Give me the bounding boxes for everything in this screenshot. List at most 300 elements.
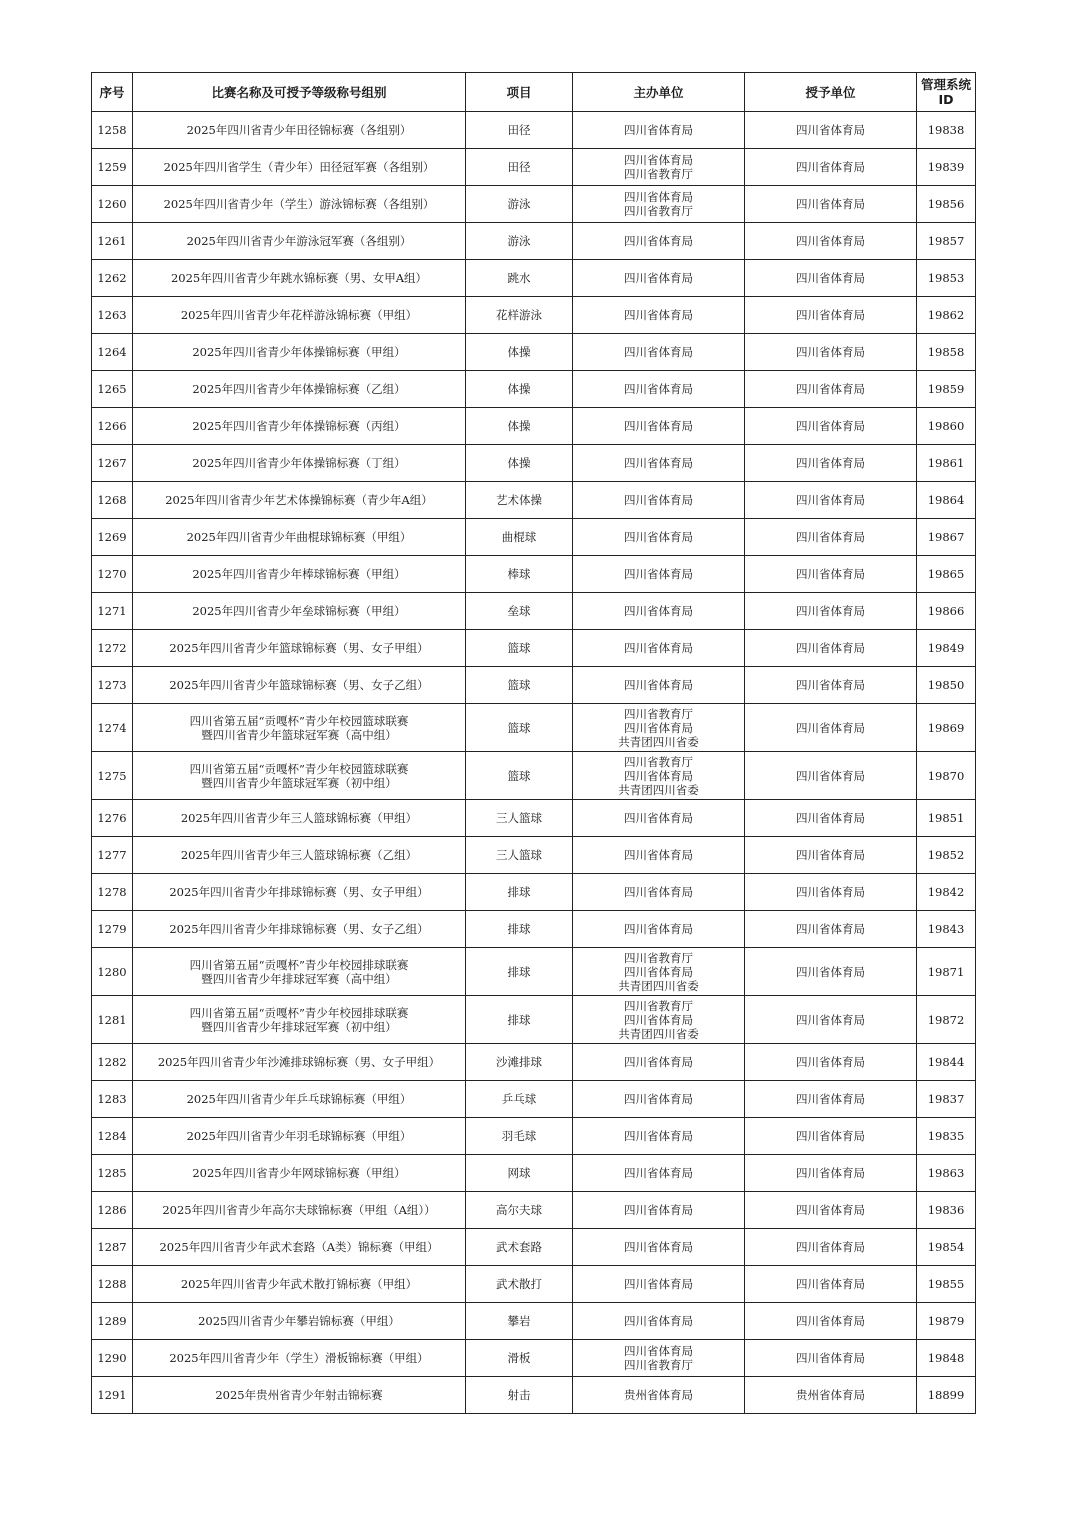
cell-system-id: 19862 <box>917 297 976 334</box>
cell-competition-name-line: 2025年四川省青少年篮球锦标赛（男、女子甲组） <box>169 641 429 655</box>
cell-competition-name <box>133 223 466 260</box>
cell-competition-name-line: 2025年四川省青少年艺术体操锦标赛（青少年A组） <box>165 493 433 507</box>
cell-host-unit <box>573 371 745 408</box>
cell-system-id: 19879 <box>917 1303 976 1340</box>
cell-event: 棒球 <box>466 556 573 593</box>
cell-competition-name <box>133 752 466 800</box>
cell-granting-unit: 四川省体育局 <box>745 408 917 445</box>
header-competition-name: 比赛名称及可授予等级称号组别 <box>133 73 466 112</box>
cell-event: 三人篮球 <box>466 837 573 874</box>
cell-granting-unit: 四川省体育局 <box>745 1155 917 1192</box>
cell-system-id: 19842 <box>917 874 976 911</box>
cell-serial: 1281 <box>92 996 133 1044</box>
table-row <box>92 874 976 911</box>
cell-host-unit <box>573 837 745 874</box>
cell-system-id: 19835 <box>917 1118 976 1155</box>
table-row <box>92 800 976 837</box>
cell-system-id: 19860 <box>917 408 976 445</box>
table-row <box>92 1118 976 1155</box>
cell-event: 体操 <box>466 334 573 371</box>
cell-serial: 1267 <box>92 445 133 482</box>
cell-serial: 1272 <box>92 630 133 667</box>
table-row <box>92 1303 976 1340</box>
cell-competition-name <box>133 837 466 874</box>
cell-host-unit-line: 四川省体育局 <box>624 1203 693 1217</box>
cell-competition-name <box>133 1081 466 1118</box>
header-host-unit: 主办单位 <box>573 73 745 112</box>
cell-event: 羽毛球 <box>466 1118 573 1155</box>
table-row <box>92 112 976 149</box>
cell-competition-name-line: 2025年四川省青少年跳水锦标赛（男、女甲A组） <box>170 271 428 285</box>
cell-granting-unit: 四川省体育局 <box>745 1081 917 1118</box>
cell-granting-unit: 四川省体育局 <box>745 223 917 260</box>
cell-host-unit-line: 四川省体育局 <box>624 678 693 692</box>
cell-granting-unit: 四川省体育局 <box>745 519 917 556</box>
cell-competition-name-line: 2025年四川省青少年花样游泳锦标赛（甲组） <box>180 308 418 322</box>
cell-competition-name-line: 2025年四川省青少年曲棍球锦标赛（甲组） <box>186 530 412 544</box>
cell-host-unit-line: 四川省体育局 <box>624 848 693 862</box>
cell-host-unit <box>573 1377 745 1414</box>
cell-system-id: 19858 <box>917 334 976 371</box>
cell-host-unit-line: 四川省体育局 <box>624 153 693 167</box>
cell-host-unit <box>573 1229 745 1266</box>
cell-granting-unit: 四川省体育局 <box>745 630 917 667</box>
cell-granting-unit: 四川省体育局 <box>745 186 917 223</box>
cell-granting-unit: 四川省体育局 <box>745 1192 917 1229</box>
table-row <box>92 1155 976 1192</box>
cell-competition-name-line: 2025年四川省青少年沙滩排球锦标赛（男、女子甲组） <box>157 1055 441 1069</box>
table-row <box>92 482 976 519</box>
table-row <box>92 752 976 800</box>
cell-competition-name <box>133 874 466 911</box>
table-row <box>92 1044 976 1081</box>
cell-competition-name-line: 2025年四川省青少年（学生）游泳锦标赛（各组别） <box>163 197 435 211</box>
cell-host-unit-line: 四川省教育厅 <box>624 706 693 721</box>
cell-granting-unit: 四川省体育局 <box>745 112 917 149</box>
cell-host-unit-line: 四川省体育局 <box>624 382 693 396</box>
cell-competition-name <box>133 445 466 482</box>
cell-serial: 1280 <box>92 948 133 996</box>
cell-event: 网球 <box>466 1155 573 1192</box>
cell-system-id: 19852 <box>917 837 976 874</box>
cell-competition-name <box>133 408 466 445</box>
cell-event: 排球 <box>466 948 573 996</box>
cell-serial: 1277 <box>92 837 133 874</box>
cell-competition-name-line: 暨四川省青少年篮球冠军赛（初中组） <box>201 775 397 790</box>
table-row <box>92 667 976 704</box>
cell-host-unit-line: 四川省体育局 <box>624 190 693 204</box>
cell-competition-name <box>133 334 466 371</box>
table-row <box>92 1266 976 1303</box>
cell-granting-unit: 四川省体育局 <box>745 149 917 186</box>
table-row <box>92 445 976 482</box>
cell-event: 沙滩排球 <box>466 1044 573 1081</box>
cell-system-id: 19851 <box>917 800 976 837</box>
table-row <box>92 911 976 948</box>
cell-competition-name <box>133 149 466 186</box>
cell-event: 体操 <box>466 408 573 445</box>
cell-competition-name <box>133 260 466 297</box>
cell-host-unit-line: 四川省体育局 <box>624 1166 693 1180</box>
cell-host-unit <box>573 948 745 996</box>
cell-granting-unit: 四川省体育局 <box>745 1340 917 1377</box>
cell-serial: 1258 <box>92 112 133 149</box>
cell-event: 排球 <box>466 874 573 911</box>
cell-host-unit-line: 四川省体育局 <box>624 308 693 322</box>
header-serial: 序号 <box>92 73 133 112</box>
cell-granting-unit: 四川省体育局 <box>745 593 917 630</box>
cell-serial: 1288 <box>92 1266 133 1303</box>
cell-serial: 1266 <box>92 408 133 445</box>
cell-host-unit <box>573 1118 745 1155</box>
cell-competition-name-line: 2025年四川省青少年篮球锦标赛（男、女子乙组） <box>169 678 429 692</box>
cell-granting-unit: 四川省体育局 <box>745 371 917 408</box>
cell-serial: 1269 <box>92 519 133 556</box>
cell-host-unit-line: 四川省体育局 <box>624 456 693 470</box>
cell-competition-name-line: 2025年四川省青少年体操锦标赛（丁组） <box>192 456 406 470</box>
cell-competition-name <box>133 948 466 996</box>
cell-competition-name <box>133 1044 466 1081</box>
cell-competition-name-line: 2025年四川省青少年网球锦标赛（甲组） <box>192 1166 406 1180</box>
cell-event: 田径 <box>466 112 573 149</box>
cell-granting-unit: 四川省体育局 <box>745 1118 917 1155</box>
cell-serial: 1289 <box>92 1303 133 1340</box>
cell-competition-name <box>133 630 466 667</box>
cell-competition-name-line: 2025年四川省青少年乒乓球锦标赛（甲组） <box>186 1092 412 1106</box>
cell-host-unit-line: 四川省体育局 <box>624 885 693 899</box>
cell-competition-name-line: 2025年四川省青少年高尔夫球锦标赛（甲组（A组）） <box>162 1203 436 1217</box>
cell-competition-name-line: 2025年四川省青少年三人篮球锦标赛（甲组） <box>180 811 418 825</box>
cell-event: 体操 <box>466 371 573 408</box>
table-row <box>92 1081 976 1118</box>
table-row <box>92 1377 976 1414</box>
cell-host-unit-line: 四川省体育局 <box>624 271 693 285</box>
table-row <box>92 408 976 445</box>
cell-host-unit <box>573 1081 745 1118</box>
cell-host-unit <box>573 874 745 911</box>
cell-system-id: 19853 <box>917 260 976 297</box>
cell-host-unit-line: 四川省教育厅 <box>624 204 693 218</box>
cell-host-unit-line: 四川省体育局 <box>624 419 693 433</box>
cell-granting-unit: 四川省体育局 <box>745 260 917 297</box>
competition-table <box>91 72 976 1414</box>
cell-host-unit-line: 四川省体育局 <box>624 604 693 618</box>
cell-system-id: 19838 <box>917 112 976 149</box>
table-body <box>92 112 976 1414</box>
cell-serial: 1259 <box>92 149 133 186</box>
cell-event: 艺术体操 <box>466 482 573 519</box>
cell-host-unit-line: 四川省体育局 <box>624 1344 693 1358</box>
table-row <box>92 704 976 752</box>
cell-event: 高尔夫球 <box>466 1192 573 1229</box>
cell-event: 滑板 <box>466 1340 573 1377</box>
header-event: 项目 <box>466 73 573 112</box>
cell-competition-name <box>133 800 466 837</box>
cell-system-id: 19861 <box>917 445 976 482</box>
cell-host-unit-line: 四川省教育厅 <box>624 754 693 769</box>
cell-event: 排球 <box>466 911 573 948</box>
cell-host-unit-line: 四川省体育局 <box>624 493 693 507</box>
cell-serial: 1290 <box>92 1340 133 1377</box>
cell-host-unit-line: 四川省教育厅 <box>624 998 693 1013</box>
cell-serial: 1278 <box>92 874 133 911</box>
cell-competition-name <box>133 1377 466 1414</box>
cell-host-unit <box>573 800 745 837</box>
cell-serial: 1285 <box>92 1155 133 1192</box>
cell-host-unit-line: 四川省体育局 <box>624 1314 693 1328</box>
cell-competition-name <box>133 1340 466 1377</box>
cell-system-id: 19859 <box>917 371 976 408</box>
cell-serial: 1279 <box>92 911 133 948</box>
table-row <box>92 948 976 996</box>
cell-serial: 1270 <box>92 556 133 593</box>
cell-event: 篮球 <box>466 752 573 800</box>
cell-host-unit-line: 四川省体育局 <box>624 1277 693 1291</box>
cell-competition-name-line: 2025年四川省青少年羽毛球锦标赛（甲组） <box>186 1129 412 1143</box>
table-row <box>92 519 976 556</box>
cell-competition-name <box>133 593 466 630</box>
cell-host-unit-line: 四川省体育局 <box>624 720 693 735</box>
table-row <box>92 371 976 408</box>
cell-competition-name <box>133 704 466 752</box>
cell-granting-unit: 四川省体育局 <box>745 704 917 752</box>
cell-host-unit <box>573 260 745 297</box>
cell-competition-name-line: 2025年四川省青少年棒球锦标赛（甲组） <box>192 567 406 581</box>
cell-event: 排球 <box>466 996 573 1044</box>
cell-system-id: 19863 <box>917 1155 976 1192</box>
cell-host-unit-line: 四川省体育局 <box>624 345 693 359</box>
cell-competition-name-line: 四川省第五届“贡嘎杯”青少年校园篮球联赛 <box>189 713 409 728</box>
cell-granting-unit: 四川省体育局 <box>745 752 917 800</box>
cell-system-id: 19864 <box>917 482 976 519</box>
cell-host-unit <box>573 334 745 371</box>
cell-competition-name-line: 2025年四川省青少年游泳冠军赛（各组别） <box>186 234 412 248</box>
cell-competition-name-line: 2025四川省青少年攀岩锦标赛（甲组） <box>198 1314 400 1328</box>
cell-competition-name <box>133 519 466 556</box>
cell-granting-unit: 四川省体育局 <box>745 445 917 482</box>
cell-event: 武术套路 <box>466 1229 573 1266</box>
cell-competition-name <box>133 186 466 223</box>
cell-host-unit <box>573 752 745 800</box>
cell-event: 武术散打 <box>466 1266 573 1303</box>
cell-competition-name <box>133 556 466 593</box>
cell-granting-unit: 四川省体育局 <box>745 1044 917 1081</box>
cell-competition-name-line: 四川省第五届“贡嘎杯”青少年校园篮球联赛 <box>189 761 409 776</box>
cell-competition-name <box>133 996 466 1044</box>
cell-host-unit-line: 四川省体育局 <box>624 811 693 825</box>
cell-event: 花样游泳 <box>466 297 573 334</box>
cell-competition-name <box>133 112 466 149</box>
table-row <box>92 556 976 593</box>
cell-host-unit-line: 四川省体育局 <box>624 1092 693 1106</box>
cell-system-id: 19850 <box>917 667 976 704</box>
cell-competition-name <box>133 1229 466 1266</box>
cell-competition-name <box>133 297 466 334</box>
cell-event: 曲棍球 <box>466 519 573 556</box>
cell-competition-name-line: 2025年四川省青少年垒球锦标赛（甲组） <box>192 604 406 618</box>
cell-competition-name <box>133 667 466 704</box>
cell-host-unit <box>573 1303 745 1340</box>
cell-host-unit-line: 四川省体育局 <box>624 922 693 936</box>
cell-host-unit <box>573 445 745 482</box>
cell-host-unit <box>573 911 745 948</box>
cell-serial: 1265 <box>92 371 133 408</box>
cell-serial: 1282 <box>92 1044 133 1081</box>
cell-system-id: 19869 <box>917 704 976 752</box>
table-row <box>92 223 976 260</box>
cell-system-id: 19866 <box>917 593 976 630</box>
cell-system-id: 19854 <box>917 1229 976 1266</box>
cell-competition-name-line: 2025年四川省青少年体操锦标赛（乙组） <box>192 382 406 396</box>
cell-competition-name-line: 2025年四川省青少年田径锦标赛（各组别） <box>186 123 412 137</box>
cell-host-unit-line: 共青团四川省委 <box>618 1026 699 1041</box>
cell-competition-name-line: 暨四川省青少年篮球冠军赛（高中组） <box>201 727 397 742</box>
cell-event: 篮球 <box>466 704 573 752</box>
cell-host-unit <box>573 297 745 334</box>
cell-granting-unit: 四川省体育局 <box>745 667 917 704</box>
cell-serial: 1260 <box>92 186 133 223</box>
cell-host-unit-line: 四川省体育局 <box>624 234 693 248</box>
cell-system-id: 19843 <box>917 911 976 948</box>
cell-serial: 1291 <box>92 1377 133 1414</box>
cell-host-unit <box>573 593 745 630</box>
cell-competition-name-line: 四川省第五届“贡嘎杯”青少年校园排球联赛 <box>189 957 409 972</box>
cell-serial: 1284 <box>92 1118 133 1155</box>
cell-serial: 1264 <box>92 334 133 371</box>
cell-host-unit <box>573 704 745 752</box>
cell-competition-name-line: 2025年四川省青少年武术散打锦标赛（甲组） <box>180 1277 418 1291</box>
cell-granting-unit: 四川省体育局 <box>745 911 917 948</box>
table-row <box>92 334 976 371</box>
cell-granting-unit: 四川省体育局 <box>745 948 917 996</box>
cell-competition-name-line: 2025年四川省学生（青少年）田径冠军赛（各组别） <box>163 160 435 174</box>
table-row <box>92 149 976 186</box>
cell-host-unit-line: 四川省教育厅 <box>624 167 693 181</box>
cell-granting-unit: 四川省体育局 <box>745 996 917 1044</box>
cell-competition-name <box>133 1303 466 1340</box>
cell-host-unit <box>573 667 745 704</box>
cell-system-id: 19836 <box>917 1192 976 1229</box>
cell-host-unit-line: 共青团四川省委 <box>618 734 699 749</box>
cell-host-unit <box>573 149 745 186</box>
cell-event: 篮球 <box>466 630 573 667</box>
cell-competition-name <box>133 1266 466 1303</box>
cell-system-id: 19865 <box>917 556 976 593</box>
table-row <box>92 1229 976 1266</box>
cell-system-id: 19872 <box>917 996 976 1044</box>
cell-serial: 1287 <box>92 1229 133 1266</box>
cell-event: 攀岩 <box>466 1303 573 1340</box>
cell-competition-name-line: 2025年四川省青少年体操锦标赛（丙组） <box>192 419 406 433</box>
cell-competition-name-line: 2025年贵州省青少年射击锦标赛 <box>215 1388 383 1402</box>
cell-system-id: 19848 <box>917 1340 976 1377</box>
table-row <box>92 837 976 874</box>
cell-host-unit-line: 四川省体育局 <box>624 123 693 137</box>
cell-event: 射击 <box>466 1377 573 1414</box>
cell-serial: 1263 <box>92 297 133 334</box>
cell-granting-unit: 四川省体育局 <box>745 837 917 874</box>
cell-competition-name-line: 2025年四川省青少年三人篮球锦标赛（乙组） <box>180 848 418 862</box>
cell-granting-unit: 四川省体育局 <box>745 1266 917 1303</box>
cell-serial: 1286 <box>92 1192 133 1229</box>
cell-competition-name-line: 四川省第五届“贡嘎杯”青少年校园排球联赛 <box>189 1005 409 1020</box>
cell-event: 乒乓球 <box>466 1081 573 1118</box>
cell-system-id: 19867 <box>917 519 976 556</box>
cell-host-unit-line: 四川省体育局 <box>624 1055 693 1069</box>
cell-serial: 1274 <box>92 704 133 752</box>
cell-host-unit-line: 四川省体育局 <box>624 964 693 979</box>
cell-granting-unit: 四川省体育局 <box>745 1229 917 1266</box>
cell-event: 篮球 <box>466 667 573 704</box>
cell-system-id: 19839 <box>917 149 976 186</box>
cell-serial: 1268 <box>92 482 133 519</box>
cell-host-unit <box>573 1340 745 1377</box>
cell-granting-unit: 四川省体育局 <box>745 874 917 911</box>
cell-event: 三人篮球 <box>466 800 573 837</box>
cell-host-unit <box>573 556 745 593</box>
cell-event: 游泳 <box>466 186 573 223</box>
table-row <box>92 1340 976 1377</box>
cell-host-unit <box>573 112 745 149</box>
cell-host-unit <box>573 408 745 445</box>
cell-granting-unit: 四川省体育局 <box>745 556 917 593</box>
cell-event: 游泳 <box>466 223 573 260</box>
cell-competition-name <box>133 1192 466 1229</box>
cell-system-id: 18899 <box>917 1377 976 1414</box>
cell-host-unit-line: 四川省体育局 <box>624 1240 693 1254</box>
cell-system-id: 19844 <box>917 1044 976 1081</box>
cell-system-id: 19856 <box>917 186 976 223</box>
cell-serial: 1275 <box>92 752 133 800</box>
cell-competition-name <box>133 371 466 408</box>
table-row <box>92 1192 976 1229</box>
table-row <box>92 260 976 297</box>
cell-host-unit-line: 四川省体育局 <box>624 641 693 655</box>
cell-granting-unit: 贵州省体育局 <box>745 1377 917 1414</box>
cell-event: 垒球 <box>466 593 573 630</box>
cell-event: 田径 <box>466 149 573 186</box>
cell-competition-name <box>133 1118 466 1155</box>
cell-serial: 1262 <box>92 260 133 297</box>
cell-host-unit <box>573 630 745 667</box>
cell-event: 跳水 <box>466 260 573 297</box>
header-system-id: 管理系统ID <box>917 73 976 112</box>
table-row <box>92 297 976 334</box>
cell-system-id: 19855 <box>917 1266 976 1303</box>
cell-host-unit-line: 四川省体育局 <box>624 768 693 783</box>
cell-serial: 1276 <box>92 800 133 837</box>
cell-competition-name <box>133 482 466 519</box>
cell-granting-unit: 四川省体育局 <box>745 297 917 334</box>
cell-event: 体操 <box>466 445 573 482</box>
cell-granting-unit: 四川省体育局 <box>745 334 917 371</box>
cell-competition-name-line: 2025年四川省青少年体操锦标赛（甲组） <box>192 345 406 359</box>
cell-serial: 1273 <box>92 667 133 704</box>
header-row <box>92 73 976 112</box>
cell-host-unit-line: 四川省体育局 <box>624 1129 693 1143</box>
cell-host-unit-line: 四川省体育局 <box>624 567 693 581</box>
cell-competition-name-line: 2025年四川省青少年（学生）滑板锦标赛（甲组） <box>169 1351 429 1365</box>
cell-competition-name <box>133 1155 466 1192</box>
cell-granting-unit: 四川省体育局 <box>745 482 917 519</box>
cell-host-unit <box>573 1192 745 1229</box>
cell-host-unit-line: 四川省教育厅 <box>624 950 693 965</box>
table-row <box>92 996 976 1044</box>
cell-system-id: 19870 <box>917 752 976 800</box>
cell-granting-unit: 四川省体育局 <box>745 1303 917 1340</box>
cell-competition-name-line: 2025年四川省青少年排球锦标赛（男、女子乙组） <box>169 922 429 936</box>
cell-host-unit-line: 共青团四川省委 <box>618 978 699 993</box>
